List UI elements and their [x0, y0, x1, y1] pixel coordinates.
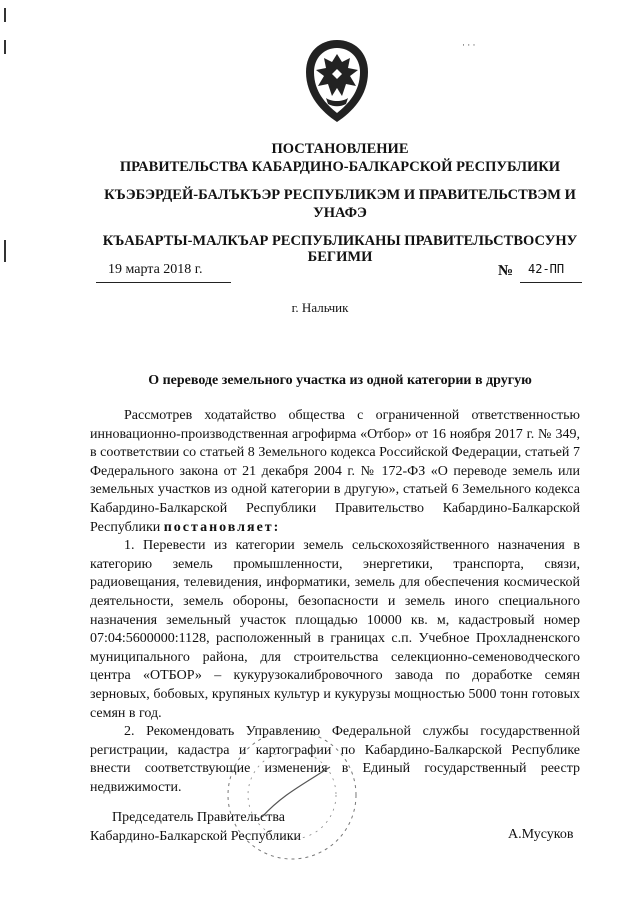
item-2-paragraph: 2. Рекомендовать Управлению Федеральной службы государственной регистрации, кадастра и картографии по Кабардино-Балкарской Республике внести соответствующие изменения в Единый государственный реестр недвижимости.	[90, 724, 580, 795]
city: г. Нальчик	[291, 300, 349, 315]
decree-date: 19 марта 2018 г.	[108, 262, 203, 277]
number-label: №	[498, 263, 514, 279]
kabardian-title-line2: УНАФЭ	[313, 205, 367, 221]
preamble-text: Рассмотрев ходатайство общества с ограниченной ответственностью инновационно-производственная агрофирма «Отбор» от 16 ноября 2017 г. № 349, в соответствии со статьей 8 Земельного кодекса Российской Федерации, статьей 7 Федерального закона от 21 декабря 2004 г. № 172-ФЗ «О переводе земель или земельных участков из одной категории в другую», статьей 6 Земельного кодекса Кабардино-Балкарской Республики Правительство Кабардино-Балкарской Республики	[90, 408, 580, 535]
government-title: ПРАВИТЕЛЬСТВА КАБАРДИНО-БАЛКАРСКОЙ РЕСПУБЛИКИ	[119, 159, 561, 175]
decree-word: постановляет:	[163, 519, 281, 535]
scan-mark: · · ·	[462, 40, 476, 50]
decree-subject: О переводе земельного участка из одной категории в другую	[148, 373, 532, 388]
signatory-name: А.Мусуков	[508, 827, 574, 842]
date-underline	[96, 282, 231, 283]
margin-mark	[4, 40, 6, 54]
number-underline	[520, 282, 582, 283]
preamble-paragraph	[90, 407, 580, 537]
decree-title: ПОСТАНОВЛЕНИЕ	[271, 141, 409, 157]
margin-mark	[4, 8, 6, 22]
position-line1: Председатель Правительства	[112, 810, 285, 825]
balkar-title-line1: КЪАБАРТЫ-МАЛКЪАР РЕСПУБЛИКАНЫ ПРАВИТЕЛЬСТВОСУНУ	[102, 233, 578, 249]
position-line2: Кабардино-Балкарской Республики	[90, 829, 301, 844]
balkar-title-line2: БЕГИМИ	[307, 249, 373, 265]
signatory-position	[90, 808, 301, 846]
coat-of-arms-emblem	[302, 38, 372, 124]
item-1-paragraph: 1. Перевести из категории земель сельскохозяйственного назначения в категорию земель промышленности, энергетики, транспорта, связи, радиовещания, телевидения, информатики, земель для обеспечения космической деятельности, земель обороны, безопасности и земель иного специального назначения земельный участок площадью 10000 кв. м, кадастровый номер 07:04:5600000:1128, расположенный в границах с.п. Учебное Прохладненского муниципального района, для строительства селекционно-семеноводческого центра «ОТБОР» – кукурузокалибровочного завода по доработке семян зерновых, бобовых, крупяных культур и кукурузы мощностью 5000 тонн готовых семян в год.	[90, 538, 580, 721]
kabardian-title-line1: КЪЭБЭРДЕЙ-БАЛЪКЪЭР РЕСПУБЛИКЭМ И ПРАВИТЕЛЬСТВЭМ И	[104, 187, 576, 203]
margin-mark	[4, 240, 6, 262]
decree-number: 42-ПП	[528, 262, 565, 276]
